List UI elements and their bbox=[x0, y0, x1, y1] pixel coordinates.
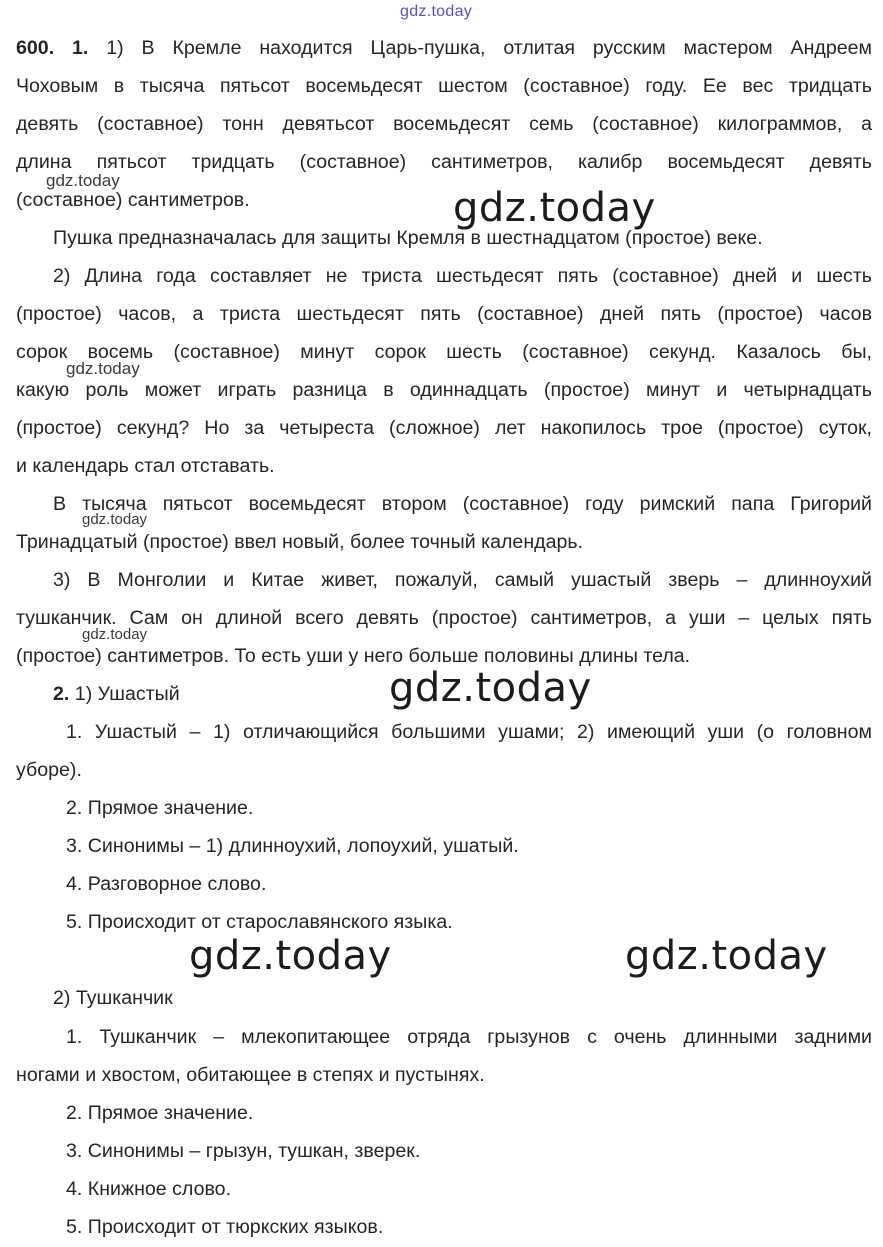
text-line: девять (составное) тонн девятьсот восемьдесят семь (составное) килограммов, а bbox=[16, 113, 872, 135]
text-line: Тринадцатый (простое) ввел новый, более точный календарь. bbox=[16, 531, 584, 553]
text-line: 2. Прямое значение. bbox=[66, 1102, 254, 1124]
text-line: 3. Синонимы – 1) длинноухий, лопоухий, ушатый. bbox=[66, 835, 519, 857]
text-line: уборе). bbox=[16, 759, 82, 781]
text-line: 1. Ушастый – 1) отличающийся большими ушами; 2) имеющий уши (о головном bbox=[66, 721, 872, 743]
text-line: (простое) сантиметров. То есть уши у него больше половины длины тела. bbox=[16, 645, 691, 667]
text-line: (простое) секунд? Но за четыреста (сложное) лет накопилось трое (простое) суток, bbox=[16, 417, 872, 439]
watermark-small: gdz.today bbox=[82, 511, 148, 528]
text-line: длина пятьсот тридцать (составное) сантиметров, калибр восемьдесят девять bbox=[16, 151, 872, 173]
text-line: 2) Тушканчик bbox=[53, 987, 173, 1009]
text-line: сорок восемь (составное) минут сорок шесть (составное) секунд. Казалось бы, bbox=[16, 341, 872, 363]
text-line: 600. 1. 1) В Кремле находится Царь-пушка, отлитая русским мастером Андреем bbox=[16, 37, 872, 59]
text-line: (составное) сантиметров. bbox=[16, 189, 250, 211]
text-line: В тысяча пятьсот восемьдесят втором (составное) году римский папа Григорий bbox=[53, 493, 872, 515]
text-line: 2. 1) Ушастый bbox=[53, 683, 180, 705]
text-line: 3) В Монголии и Китае живет, пожалуй, самый ушастый зверь – длинноухий bbox=[53, 569, 872, 591]
text-line: (простое) часов, а триста шестьдесят пять (составное) дней пять (простое) часов bbox=[16, 303, 872, 325]
watermark-top: gdz.today bbox=[400, 3, 473, 20]
text-line: 5. Происходит от старославянского языка. bbox=[66, 911, 453, 933]
text-line: 2. Прямое значение. bbox=[66, 797, 254, 819]
watermark-large: gdz.today bbox=[625, 933, 828, 979]
watermark-large: gdz.today bbox=[453, 185, 656, 231]
text-line: тушканчик. Сам он длиной всего девять (простое) сантиметров, а уши – целых пять bbox=[16, 607, 872, 629]
watermark-small: gdz.today bbox=[46, 171, 120, 190]
watermark-large: gdz.today bbox=[189, 933, 392, 979]
text-line: 1. Тушканчик – млекопитающее отряда грызунов с очень длинными задними bbox=[66, 1026, 872, 1048]
watermark-small: gdz.today bbox=[66, 359, 140, 378]
text-line: ногами и хвостом, обитающее в степях и пустынях. bbox=[16, 1064, 485, 1086]
part-number: 2. bbox=[53, 683, 70, 705]
text-line: 5. Происходит от тюркских языков. bbox=[66, 1216, 384, 1238]
exercise-number: 600. 1. bbox=[16, 37, 89, 59]
watermark-small: gdz.today bbox=[82, 626, 148, 643]
text-line: 4. Разговорное слово. bbox=[66, 873, 267, 895]
text-line: Пушка предназначалась для защиты Кремля в шестнадцатом (простое) веке. bbox=[53, 227, 763, 249]
text-line: 4. Книжное слово. bbox=[66, 1178, 232, 1200]
text-line: и календарь стал отставать. bbox=[16, 455, 275, 477]
text-line: 3. Синонимы – грызун, тушкан, зверек. bbox=[66, 1140, 421, 1162]
text-line: 2) Длина года составляет не триста шестьдесят пять (составное) дней и шесть bbox=[53, 265, 872, 287]
text-line: Чоховым в тысяча пятьсот восемьдесят шестом (составное) году. Ее вес тридцать bbox=[16, 75, 872, 97]
watermark-large: gdz.today bbox=[389, 665, 592, 711]
text-line: какую роль может играть разница в одиннадцать (простое) минут и четырнадцать bbox=[16, 379, 872, 401]
